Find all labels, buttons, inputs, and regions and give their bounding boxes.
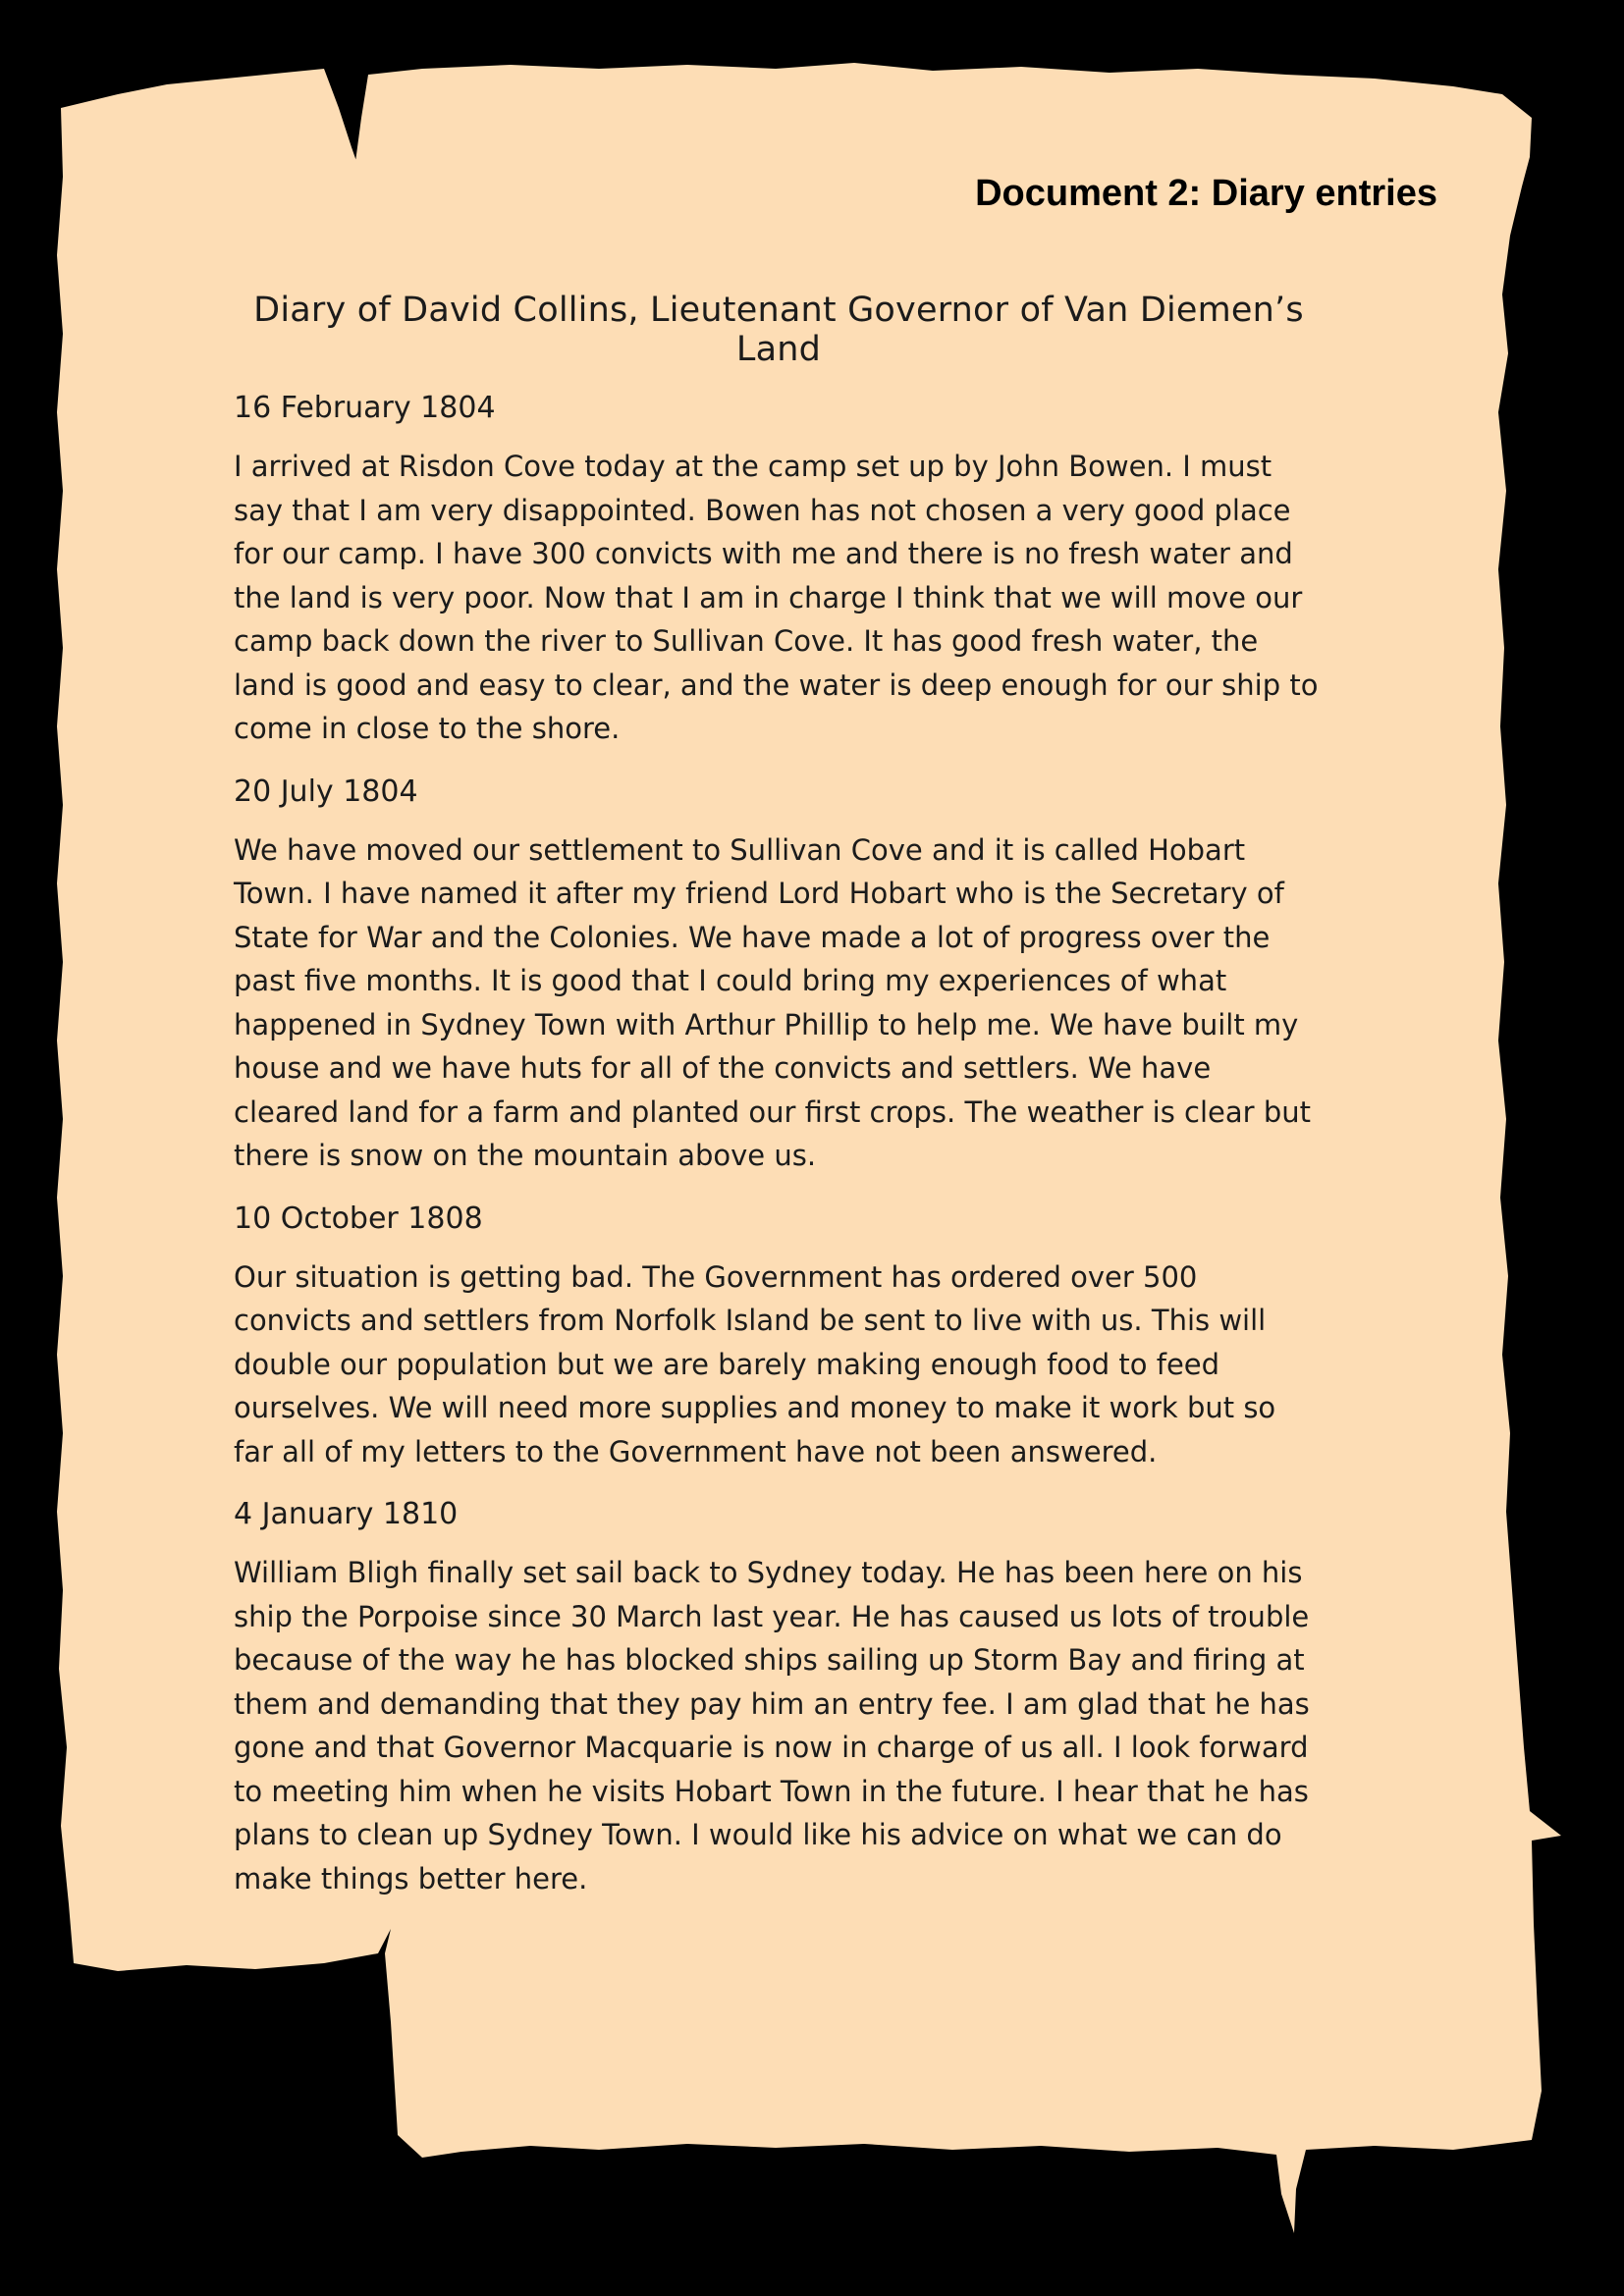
document-label: Document 2: Diary entries [975, 173, 1437, 214]
diary-entry-1808-10-10 [234, 1201, 1324, 1474]
entry-text: William Bligh finally set sail back to Sydney today. He has been here on his ship the Porpoise since 30 March last year. He has caused us lots of trouble because of the way he has blocked ships sailing up Storm Bay and firing at them and demanding that they pay him an entry fee. I am glad that he has gone and that Governor Macquarie is now in charge of us all. I look forward to meeting him when he visits Hobart Town in the future. I hear that he has plans to clean up Sydney Town. I would like his advice on what we can do make things better here. [234, 1556, 1310, 1896]
entry-text: Our situation is getting bad. The Government has ordered over 500 convicts and settlers from Norfolk Island be sent to live with us. This will double our population but we are barely making enough food to feed ourselves. We will need more supplies and money to make it work but so far all of my letters to the Government have not been answered. [234, 1259, 1276, 1468]
entry-date: 10 October 1808 [234, 1201, 483, 1236]
diary-entry-1804-07-20 [234, 774, 1324, 1178]
diary-content [234, 291, 1324, 1924]
entry-date: 4 January 1810 [234, 1497, 459, 1531]
entry-date: 16 February 1804 [234, 391, 496, 425]
entry-text: We have moved our settlement to Sullivan Cove and it is called Hobart Town. I have named it after my friend Lord Hobart who is the Secretary of State for War and the Colonies. We have made a lot of progress over the past five months. It is good that I could bring my experiences of what happened in Sydney Town with Arthur Phillip to help me. We have built my house and we have huts for all of the convicts and settlers. We have cleared land for a farm and planted our first crops. The weather is clear but there is snow on the mountain above us. [234, 832, 1311, 1172]
diary-title: Diary of David Collins, Lieutenant Governor of Van Diemen’s Land [253, 291, 1304, 369]
entry-date: 20 July 1804 [234, 774, 418, 809]
entry-text: I arrived at Risdon Cove today at the camp set up by John Bowen. I must say that I am very disappointed. Bowen has not chosen a very good place for our camp. I have 300 convicts with me and there is no fresh water and the land is very poor. Now that I am in charge I think that we will move our camp back down the river to Sullivan Cove. It has good fresh water, the land is good and easy to clear, and the water is deep enough for our ship to come in close to the shore. [234, 450, 1319, 745]
diary-entry-1804-02-16 [234, 391, 1324, 751]
diary-entry-1810-01-04 [234, 1497, 1324, 1900]
